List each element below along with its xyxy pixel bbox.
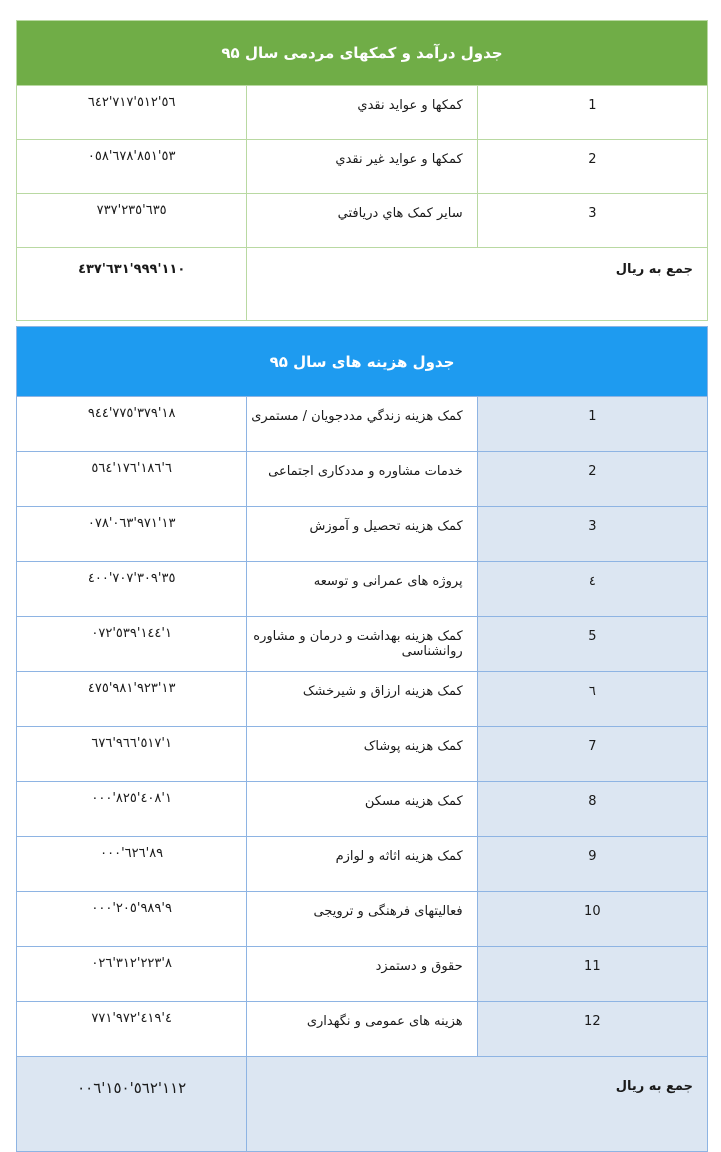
amount-cell: ١'٥١٧'٩٦٦'٦٧٦: [17, 727, 247, 782]
amount-cell: ١'٤٠٨'٨٢٥'٠٠٠: [17, 782, 247, 837]
table-row: [17, 892, 708, 947]
table-row: [17, 947, 708, 1002]
description-cell: کمکها و عوايد غير نقدي: [247, 140, 477, 194]
description-cell: کمک هزينه ارزاق و شيرخشک: [247, 672, 477, 727]
row-number-cell: 3: [477, 194, 707, 248]
description-cell: کمک هزينه پوشاک: [247, 727, 477, 782]
description-cell: فعاليتهای فرهنگی و ترويجی: [247, 892, 477, 947]
amount-cell: ١'١٤٤'٥٣٩'٠٧٢: [17, 617, 247, 672]
income-total-row: [17, 248, 708, 321]
amount-cell: ٨٩'٦٢٦'٠٠٠: [17, 837, 247, 892]
description-cell: پروژه های عمرانی و توسعه: [247, 562, 477, 617]
amount-cell: ٤'٤١٩'٩٧٢'٧٧١: [17, 1002, 247, 1057]
description-cell: هزينه های عمومی و نگهداری: [247, 1002, 477, 1057]
amount-cell: ٥٣'٨٥١'٦٧٨'٠٥٨: [17, 140, 247, 194]
description-cell: خدمات مشاوره و مددكاری اجتماعی: [247, 452, 477, 507]
description-cell: کمک هزينه بهداشت و درمان و مشاوره روانشناسی: [247, 617, 477, 672]
description-cell: کمک هزينه تحصيل و آموزش: [247, 507, 477, 562]
table-row: [17, 452, 708, 507]
amount-cell: ٩'٩٨٩'٢٠٥'٠٠٠: [17, 892, 247, 947]
row-number-cell: 5: [477, 617, 707, 672]
amount-cell: ٥٦'٥١٢'٧١٧'٦٤٢: [17, 86, 247, 140]
table-row: [17, 86, 708, 140]
row-number-cell: 11: [477, 947, 707, 1002]
table-row: [17, 672, 708, 727]
table-row: [17, 782, 708, 837]
description-cell: کمک هزينه مسکن: [247, 782, 477, 837]
income-table-title: جدول درآمد و کمکهای مردمی سال ۹۵: [17, 21, 708, 86]
expense-table: [16, 326, 708, 1152]
row-number-cell: 2: [477, 452, 707, 507]
table-row: [17, 727, 708, 782]
description-cell: کمک هزينه زندگي مددجويان / مستمری: [247, 397, 477, 452]
description-cell: حقوق و دستمزد: [247, 947, 477, 1002]
table-row: [17, 617, 708, 672]
row-number-cell: 10: [477, 892, 707, 947]
description-cell: کمک هزينه اثاثه و لوازم: [247, 837, 477, 892]
income-total-label: جمع به ريال: [247, 248, 708, 321]
amount-cell: ٦٣٥'٢٣٥'٧٣٧: [17, 194, 247, 248]
description-cell: ساير کمک هاي دريافتي: [247, 194, 477, 248]
row-number-cell: 12: [477, 1002, 707, 1057]
expense-total-row: [17, 1057, 708, 1152]
amount-cell: ٨'٢٢٣'٣١٢'٠٢٦: [17, 947, 247, 1002]
table-row: [17, 140, 708, 194]
table-row: [17, 562, 708, 617]
table-row: [17, 837, 708, 892]
row-number-cell: ٤: [477, 562, 707, 617]
amount-cell: ٣٥'٣٠٩'٧٠٧'٤٠٠: [17, 562, 247, 617]
amount-cell: ١٨'٣٧٩'٧٧٥'٩٤٤: [17, 397, 247, 452]
row-number-cell: 9: [477, 837, 707, 892]
expense-total-amount: ١١٢'٥٦٢'١٥٠'٠٠٦: [17, 1057, 247, 1152]
row-number-cell: 7: [477, 727, 707, 782]
row-number-cell: 8: [477, 782, 707, 837]
table-row: [17, 194, 708, 248]
amount-cell: ٦'١٨٦'١٧٦'٥٦٤: [17, 452, 247, 507]
row-number-cell: 1: [477, 86, 707, 140]
expense-total-label: جمع به ريال: [247, 1057, 708, 1152]
row-number-cell: 3: [477, 507, 707, 562]
income-total-amount: ١١٠'٩٩٩'٦٣١'٤٣٧: [17, 248, 247, 321]
amount-cell: ١٣'٩٧١'٠٦٣'٠٧٨: [17, 507, 247, 562]
expense-table-header: [17, 327, 708, 397]
row-number-cell: 2: [477, 140, 707, 194]
row-number-cell: ٦: [477, 672, 707, 727]
amount-cell: ١٣'٩٢٣'٩٨١'٤٧٥: [17, 672, 247, 727]
table-row: [17, 507, 708, 562]
income-table: [16, 20, 708, 321]
row-number-cell: 1: [477, 397, 707, 452]
expense-table-title: جدول هزینه های سال ۹۵: [17, 327, 708, 397]
description-cell: کمکها و عوايد نقدي: [247, 86, 477, 140]
table-row: [17, 397, 708, 452]
income-table-header: [17, 21, 708, 86]
